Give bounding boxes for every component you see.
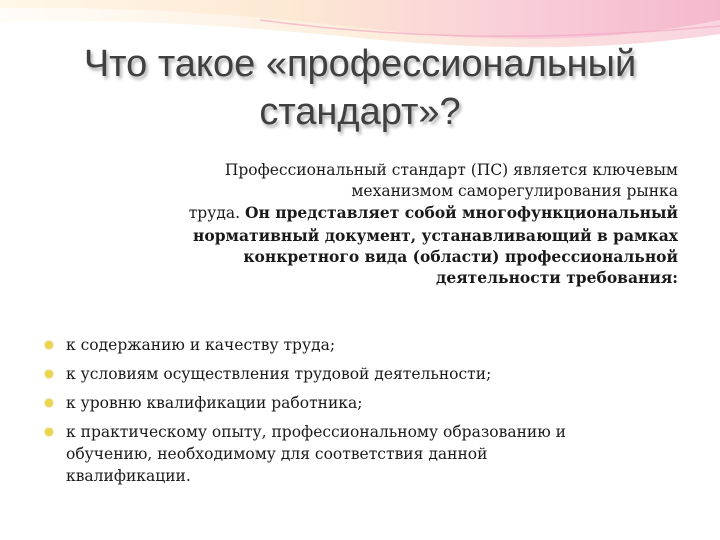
- bullet-dot-icon: [45, 428, 53, 436]
- list-item: [44, 334, 694, 356]
- list-item-line: к содержанию и качеству труда;: [66, 336, 336, 354]
- list-item-line: к практическому опыту, профессиональному образованию и: [66, 423, 567, 441]
- bullet-dot-icon: [45, 370, 53, 378]
- list-item: [44, 392, 694, 414]
- list-item-line: обучению, необходимому для соответствия данной: [66, 445, 488, 463]
- intro-paragraph: [100, 160, 678, 288]
- requirements-list: [44, 334, 694, 494]
- intro-line-6: деятельности требования:: [436, 268, 678, 288]
- intro-line-3: [100, 202, 678, 224]
- slide-title: [20, 40, 700, 136]
- slide-title-line-1: Что такое «профессиональный: [83, 43, 637, 85]
- bullet-dot-icon: [45, 399, 53, 407]
- intro-line-3-bold: Он представляет собой многофункциональный: [245, 203, 678, 223]
- intro-line-3-plain: труда.: [188, 204, 245, 223]
- intro-line-5: конкретного вида (области) профессиональной: [243, 246, 678, 266]
- intro-line-2: механизмом саморегулирования рынка: [351, 182, 678, 201]
- list-item: [44, 363, 694, 385]
- list-item: [44, 421, 694, 487]
- intro-line-1: Профессиональный стандарт (ПС) является ключевым: [224, 161, 678, 179]
- bullet-dot-icon: [45, 341, 53, 349]
- list-item-line: к уровню квалификации работника;: [66, 394, 363, 412]
- list-item-line: квалификации.: [66, 467, 191, 485]
- list-item-line: к условиям осуществления трудовой деятельности;: [66, 365, 492, 383]
- intro-line-4: нормативный документ, устанавливающий в рамках: [193, 225, 678, 245]
- slide-title-line-2: стандарт»?: [259, 91, 461, 133]
